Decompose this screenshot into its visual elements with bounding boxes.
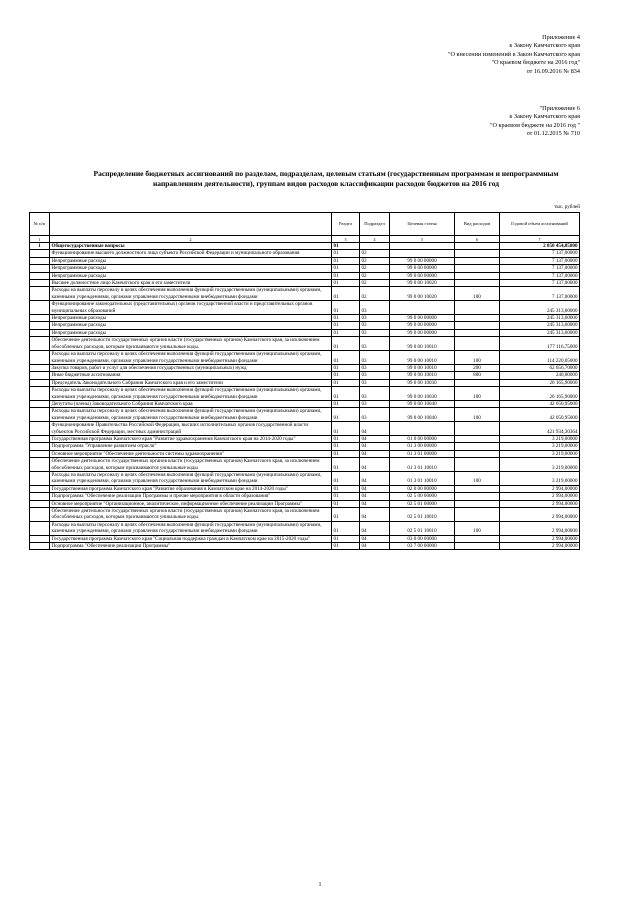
row-number-cell: [30, 280, 50, 287]
row-annual-volume-cell: 177 116,75000: [500, 337, 580, 351]
row-number-cell: [30, 322, 50, 329]
row-target-article-cell: 99 0 00 10040: [390, 400, 455, 407]
row-number-cell: [30, 315, 50, 322]
row-target-article-cell: 99 0 00 10010: [390, 351, 455, 365]
row-name-cell: Расходы на выплаты персоналу в целях обеспечения выполнения функций государственными (муниципальными) органами, казенными учреждениями, органами управления государственными внебюджетными фондами: [50, 351, 332, 365]
row-target-article-cell: [390, 301, 455, 315]
row-annual-volume-cell: 3 219,00000: [500, 458, 580, 472]
table-row: [30, 543, 580, 550]
row-expense-type-cell: 100: [455, 287, 500, 301]
row-name-cell: Общегосударственные вопросы: [50, 243, 332, 250]
row-annual-volume-cell: 7 137,00000: [500, 272, 580, 279]
row-section-cell: 01: [332, 315, 360, 322]
row-number-cell: [30, 408, 50, 422]
annex-6-line: к Закону Камчатского края: [509, 113, 580, 121]
annex-6-line: от 01.12.2015 № 710: [526, 130, 580, 138]
row-target-article-cell: [390, 243, 455, 250]
row-subsection-cell: 02: [360, 272, 390, 279]
row-name-cell: Расходы на выплаты персоналу в целях обеспечения выполнения функций государственными (муниципальными) органами, казенными учреждениями, органами управления государственными внебюджетными фондами: [50, 287, 332, 301]
row-expense-type-cell: [455, 315, 500, 322]
row-annual-volume-cell: 3 219,00000: [500, 443, 580, 450]
row-number-cell: [30, 472, 50, 486]
table-row: [30, 443, 580, 450]
row-number-cell: [30, 521, 50, 535]
annex-6-header: [490, 105, 580, 139]
table-row: [30, 422, 580, 436]
row-target-article-cell: 01 3 01 10010: [390, 458, 455, 472]
row-name-cell: Непрограммные расходы: [50, 265, 332, 272]
row-name-cell: Функционирование законодательных (представительных) органов государственной власти и представительных органов муниципальных образований: [50, 301, 332, 315]
row-annual-volume-cell: 42 050,95000: [500, 400, 580, 407]
column-header-expense-type: Вид расходов: [455, 213, 500, 236]
table-row: [30, 521, 580, 535]
column-header-number: № п/п: [30, 213, 50, 236]
column-number: 1: [30, 236, 50, 243]
row-name-cell: Депутаты (члены) Законодательного Собрания Камчатского края: [50, 400, 332, 407]
row-subsection-cell: 03: [360, 337, 390, 351]
row-subsection-cell: 03: [360, 408, 390, 422]
column-header-subsection: Подраздел: [360, 213, 390, 236]
row-number-cell: [30, 364, 50, 371]
row-number-cell: [30, 387, 50, 401]
table-body: [30, 243, 580, 550]
row-section-cell: 01: [332, 301, 360, 315]
row-name-cell: Подпрограмма "Управление развитием отрасли": [50, 443, 332, 450]
row-target-article-cell: 02 5 01 00000: [390, 500, 455, 507]
row-annual-volume-cell: 26 165,90000: [500, 379, 580, 386]
row-name-cell: Расходы на выплаты персоналу в целях обеспечения выполнения функций государственными (муниципальными) органами, казенными учреждениями, органами управления государственными внебюджетными фондами: [50, 387, 332, 401]
row-number-cell: [30, 351, 50, 365]
row-number-cell: [30, 443, 50, 450]
row-section-cell: 01: [332, 272, 360, 279]
row-name-cell: Обеспечение деятельности государственных органов власти (государственных органов) Камчатского края, за исключением обособленных расходов, которым присваиваются уникальные коды: [50, 458, 332, 472]
column-number: 3: [332, 236, 360, 243]
row-number-cell: [30, 257, 50, 264]
row-expense-type-cell: [455, 265, 500, 272]
row-target-article-cell: 01 3 01 10010: [390, 472, 455, 486]
row-annual-volume-cell: 240,00000: [500, 372, 580, 379]
row-name-cell: Иные бюджетные ассигнования: [50, 372, 332, 379]
row-number-cell: [30, 458, 50, 472]
row-expense-type-cell: [455, 329, 500, 336]
row-name-cell: Подпрограмма "Обеспечение реализации Программы и прочие мероприятия в области образования": [50, 493, 332, 500]
row-number-cell: [30, 535, 50, 542]
row-expense-type-cell: 100: [455, 472, 500, 486]
row-subsection-cell: 03: [360, 364, 390, 371]
row-expense-type-cell: [455, 243, 500, 250]
table-row: [30, 387, 580, 401]
row-subsection-cell: 03: [360, 351, 390, 365]
row-number-cell: [30, 450, 50, 457]
row-target-article-cell: 99 0 00 10020: [390, 287, 455, 301]
row-subsection-cell: 02: [360, 265, 390, 272]
row-target-article-cell: 02 5 01 10010: [390, 521, 455, 535]
row-expense-type-cell: 100: [455, 521, 500, 535]
row-annual-volume-cell: 7 137,00000: [500, 250, 580, 257]
row-target-article-cell: 99 0 00 00000: [390, 265, 455, 272]
table-row: [30, 408, 580, 422]
row-section-cell: 01: [332, 535, 360, 542]
row-expense-type-cell: [455, 379, 500, 386]
row-expense-type-cell: [455, 443, 500, 450]
annex-6-line: "О краевом бюджете на 2016 год ": [489, 121, 580, 129]
row-subsection-cell: 02: [360, 280, 390, 287]
row-number-cell: [30, 379, 50, 386]
row-subsection-cell: 03: [360, 387, 390, 401]
table-row: [30, 379, 580, 386]
row-name-cell: Расходы на выплаты персоналу в целях обеспечения выполнения функций государственными (муниципальными) органами, казенными учреждениями, органами управления государственными внебюджетными фондами: [50, 521, 332, 535]
row-name-cell: Расходы на выплаты персоналу в целях обеспечения выполнения функций государственными (муниципальными) органами, казенными учреждениями, органами управления государственными внебюджетными фондами: [50, 408, 332, 422]
row-annual-volume-cell: 2 994,00000: [500, 535, 580, 542]
row-number-cell: [30, 500, 50, 507]
table-row: [30, 535, 580, 542]
row-target-article-cell: 01 3 00 00000: [390, 443, 455, 450]
row-expense-type-cell: [455, 493, 500, 500]
row-name-cell: Непрограммные расходы: [50, 322, 332, 329]
table-row: [30, 243, 580, 250]
row-section-cell: 01: [332, 458, 360, 472]
row-name-cell: Подпрограмма "Обеспечение реализации Программы": [50, 543, 332, 550]
row-annual-volume-cell: 245 313,60000: [500, 322, 580, 329]
row-expense-type-cell: [455, 508, 500, 522]
column-number: 7: [500, 236, 580, 243]
table-row: [30, 435, 580, 442]
table-row: [30, 265, 580, 272]
row-subsection-cell: 04: [360, 472, 390, 486]
row-annual-volume-cell: 3 219,00000: [500, 472, 580, 486]
table-row: [30, 400, 580, 407]
row-target-article-cell: 02 0 00 00000: [390, 485, 455, 492]
row-expense-type-cell: [455, 500, 500, 507]
row-annual-volume-cell: 421 934,30364: [500, 422, 580, 436]
table-row: [30, 280, 580, 287]
row-name-cell: Государственная программа Камчатского края "Развитие здравоохранения Камчатского края на 2014-2020 годы": [50, 435, 332, 442]
row-subsection-cell: 03: [360, 400, 390, 407]
row-annual-volume-cell: 62 656,70000: [500, 364, 580, 371]
row-section-cell: 01: [332, 364, 360, 371]
row-annual-volume-cell: 7 137,00000: [500, 257, 580, 264]
row-number-cell: [30, 422, 50, 436]
row-name-cell: Обеспечение деятельности государственных органов власти (государственных органов) Камчатского края, за исключением обособленных расходов, которым присваиваются уникальные коды.: [50, 508, 332, 522]
table-row: [30, 250, 580, 257]
row-section-cell: 01: [332, 379, 360, 386]
row-target-article-cell: 01 3 01 00000: [390, 450, 455, 457]
row-subsection-cell: 04: [360, 493, 390, 500]
row-section-cell: 01: [332, 243, 360, 250]
row-section-cell: 01: [332, 287, 360, 301]
row-subsection-cell: 04: [360, 543, 390, 550]
row-number-cell: 1: [30, 243, 50, 250]
document-title: Распределение бюджетных ассигнований по разделам, подразделам, целевым статьям (государственным программам и непрограммным направлениям деятельности), группам видов расходов классификации расходов бюджетов на 2016 год: [93, 169, 559, 188]
row-annual-volume-cell: 7 137,00000: [500, 265, 580, 272]
row-expense-type-cell: [455, 458, 500, 472]
row-subsection-cell: 04: [360, 500, 390, 507]
row-target-article-cell: 02 5 00 00000: [390, 493, 455, 500]
row-section-cell: 01: [332, 250, 360, 257]
row-expense-type-cell: [455, 272, 500, 279]
row-section-cell: 01: [332, 422, 360, 436]
row-subsection-cell: [360, 243, 390, 250]
column-header-annual-volume: Годовой объем ассигнований: [500, 213, 580, 236]
row-annual-volume-cell: 245 313,60000: [500, 301, 580, 315]
row-section-cell: 01: [332, 408, 360, 422]
row-name-cell: Непрограммные расходы: [50, 272, 332, 279]
row-expense-type-cell: 200: [455, 364, 500, 371]
row-section-cell: 01: [332, 372, 360, 379]
row-subsection-cell: 02: [360, 287, 390, 301]
row-annual-volume-cell: 114 220,05000: [500, 351, 580, 365]
row-subsection-cell: 04: [360, 450, 390, 457]
row-annual-volume-cell: 7 137,00000: [500, 280, 580, 287]
page-number: 1: [318, 882, 322, 888]
row-subsection-cell: 04: [360, 508, 390, 522]
row-section-cell: 01: [332, 257, 360, 264]
row-expense-type-cell: 100: [455, 408, 500, 422]
row-expense-type-cell: [455, 280, 500, 287]
budget-table: [29, 212, 580, 550]
row-target-article-cell: 99 0 00 00000: [390, 329, 455, 336]
row-expense-type-cell: 800: [455, 372, 500, 379]
row-section-cell: 01: [332, 500, 360, 507]
table-row: [30, 337, 580, 351]
row-annual-volume-cell: 2 994,00000: [500, 485, 580, 492]
row-annual-volume-cell: 245 313,60000: [500, 329, 580, 336]
row-name-cell: Непрограммные расходы: [50, 315, 332, 322]
table-row: [30, 372, 580, 379]
row-section-cell: 01: [332, 322, 360, 329]
row-annual-volume-cell: 2 994,00000: [500, 543, 580, 550]
row-section-cell: 01: [332, 493, 360, 500]
column-header-target-article: Целевая статья: [390, 213, 455, 236]
column-header-section: Раздел: [332, 213, 360, 236]
table-row: [30, 329, 580, 336]
row-section-cell: 01: [332, 472, 360, 486]
table-row: [30, 351, 580, 365]
row-expense-type-cell: [455, 543, 500, 550]
row-expense-type-cell: [455, 257, 500, 264]
row-section-cell: 01: [332, 351, 360, 365]
row-number-cell: [30, 287, 50, 301]
row-number-cell: [30, 329, 50, 336]
row-target-article-cell: 99 0 00 00000: [390, 315, 455, 322]
table-row: [30, 322, 580, 329]
annex-4-line: Приложение 4: [542, 34, 580, 41]
row-number-cell: [30, 301, 50, 315]
row-subsection-cell: 04: [360, 435, 390, 442]
row-section-cell: 01: [332, 543, 360, 550]
row-subsection-cell: 03: [360, 301, 390, 315]
row-name-cell: Председатель Законодательного Собрания Камчатского края и его заместители: [50, 379, 332, 386]
row-target-article-cell: [390, 250, 455, 257]
row-subsection-cell: 03: [360, 322, 390, 329]
table-row: [30, 508, 580, 522]
row-subsection-cell: 04: [360, 443, 390, 450]
column-number: 4: [360, 236, 390, 243]
table-row: [30, 485, 580, 492]
row-section-cell: 01: [332, 337, 360, 351]
row-number-cell: [30, 485, 50, 492]
annex-6-line: "Приложение 6: [539, 105, 580, 112]
row-subsection-cell: 04: [360, 458, 390, 472]
row-subsection-cell: 03: [360, 329, 390, 336]
table-row: [30, 450, 580, 457]
row-section-cell: 01: [332, 329, 360, 336]
row-number-cell: [30, 400, 50, 407]
annex-4-line: "О внесении изменений в Закон Камчатского края: [448, 50, 580, 58]
row-target-article-cell: 99 0 00 10010: [390, 337, 455, 351]
table-row: [30, 287, 580, 301]
row-section-cell: 01: [332, 443, 360, 450]
row-target-article-cell: 03 7 00 00000: [390, 543, 455, 550]
row-name-cell: Непрограммные расходы: [50, 257, 332, 264]
row-number-cell: [30, 435, 50, 442]
row-number-cell: [30, 250, 50, 257]
units-label: тыс. рублей: [554, 204, 580, 210]
row-subsection-cell: 04: [360, 485, 390, 492]
row-expense-type-cell: [455, 435, 500, 442]
row-section-cell: 01: [332, 485, 360, 492]
row-expense-type-cell: [455, 450, 500, 457]
row-target-article-cell: 99 0 00 10010: [390, 364, 455, 371]
row-name-cell: Основное мероприятие "Организационное, аналитическое, информационное обеспечение реализации Программы": [50, 500, 332, 507]
row-target-article-cell: 99 0 00 10040: [390, 408, 455, 422]
row-name-cell: Обеспечение деятельности государственных органов власти (государственных органов) Камчатского края, за исключением обособленных расходов, которым присваиваются уникальные коды.: [50, 337, 332, 351]
row-name-cell: Государственная программа Камчатского края "Развитие образования в Камчатском крае на 2014-2020 годы": [50, 485, 332, 492]
row-expense-type-cell: [455, 422, 500, 436]
table-row: [30, 272, 580, 279]
row-annual-volume-cell: 2 050 454,85800: [500, 243, 580, 250]
row-name-cell: Государственная программа Камчатского края "Социальная поддержка граждан в Камчатском крае на 2015-2020 годы": [50, 535, 332, 542]
row-target-article-cell: 01 0 00 00000: [390, 435, 455, 442]
row-section-cell: 01: [332, 387, 360, 401]
row-annual-volume-cell: 2 994,00000: [500, 508, 580, 522]
row-target-article-cell: 99 0 00 10030: [390, 379, 455, 386]
row-expense-type-cell: [455, 250, 500, 257]
row-section-cell: 01: [332, 400, 360, 407]
row-expense-type-cell: 100: [455, 351, 500, 365]
row-target-article-cell: 99 0 00 10030: [390, 387, 455, 401]
row-expense-type-cell: [455, 322, 500, 329]
row-name-cell: Закупка товаров, работ и услуг для обеспечения государственных (муниципальных) нужд: [50, 364, 332, 371]
annex-4-line: от 16.09.2016 № 834: [526, 67, 580, 75]
table-row: [30, 315, 580, 322]
table-row: [30, 493, 580, 500]
column-header-name: [50, 213, 332, 236]
row-expense-type-cell: [455, 337, 500, 351]
row-number-cell: [30, 493, 50, 500]
row-annual-volume-cell: 2 994,00000: [500, 521, 580, 535]
annex-4-line: "О краевом бюджете на 2016 год": [491, 59, 580, 67]
row-subsection-cell: 03: [360, 379, 390, 386]
annex-4-line: к Закону Камчатского края: [509, 42, 580, 50]
row-subsection-cell: 04: [360, 521, 390, 535]
table-row: [30, 458, 580, 472]
row-subsection-cell: 02: [360, 250, 390, 257]
table-row: [30, 500, 580, 507]
row-number-cell: [30, 508, 50, 522]
column-number: 5: [390, 236, 455, 243]
row-annual-volume-cell: 42 050,95000: [500, 408, 580, 422]
row-name-cell: Высшее должностное лицо Камчатского края и его заместители: [50, 280, 332, 287]
table-row: [30, 364, 580, 371]
table-row: [30, 301, 580, 315]
row-expense-type-cell: 100: [455, 387, 500, 401]
row-annual-volume-cell: 3 219,00000: [500, 435, 580, 442]
row-number-cell: [30, 372, 50, 379]
row-subsection-cell: 02: [360, 257, 390, 264]
row-target-article-cell: [390, 422, 455, 436]
row-section-cell: 01: [332, 450, 360, 457]
row-annual-volume-cell: 7 137,00000: [500, 287, 580, 301]
column-number: 6: [455, 236, 500, 243]
row-name-cell: Функционирование Правительства Российской Федерации, высших исполнительных органов государственной власти субъектов Российской Федерации, местных администраций: [50, 422, 332, 436]
row-annual-volume-cell: 2 994,00000: [500, 500, 580, 507]
row-target-article-cell: 02 5 01 10010: [390, 508, 455, 522]
table-row: [30, 472, 580, 486]
row-name-cell: Основное мероприятие "Обеспечение деятельности системы здравоохранения": [50, 450, 332, 457]
table-row: [30, 257, 580, 264]
row-target-article-cell: 99 0 00 00000: [390, 322, 455, 329]
annex-4-header: [448, 34, 580, 76]
table-header-row: [30, 213, 580, 236]
row-number-cell: [30, 337, 50, 351]
row-section-cell: 01: [332, 265, 360, 272]
row-subsection-cell: 03: [360, 315, 390, 322]
row-number-cell: [30, 272, 50, 279]
row-section-cell: 01: [332, 435, 360, 442]
column-numbers-row: [30, 236, 580, 243]
row-annual-volume-cell: 3 219,00000: [500, 450, 580, 457]
row-expense-type-cell: [455, 485, 500, 492]
column-number: 2: [50, 236, 332, 243]
row-section-cell: 01: [332, 521, 360, 535]
row-target-article-cell: 99 0 00 10020: [390, 280, 455, 287]
row-subsection-cell: 04: [360, 535, 390, 542]
row-number-cell: [30, 543, 50, 550]
row-annual-volume-cell: 245 313,60000: [500, 315, 580, 322]
row-target-article-cell: 99 0 00 00000: [390, 272, 455, 279]
row-target-article-cell: 03 0 00 00000: [390, 535, 455, 542]
row-name-cell: Непрограммные расходы: [50, 329, 332, 336]
row-expense-type-cell: [455, 301, 500, 315]
row-annual-volume-cell: 2 994,00000: [500, 493, 580, 500]
row-section-cell: 01: [332, 280, 360, 287]
row-section-cell: 01: [332, 508, 360, 522]
row-subsection-cell: 04: [360, 422, 390, 436]
row-expense-type-cell: [455, 535, 500, 542]
row-annual-volume-cell: 26 165,90000: [500, 387, 580, 401]
row-name-cell: Функционирование высшего должностного лица субъекта Российской Федерации и муниципального образования: [50, 250, 332, 257]
row-target-article-cell: 99 0 00 00000: [390, 257, 455, 264]
row-name-cell: Расходы на выплаты персоналу в целях обеспечения выполнения функций государственными (муниципальными) органами, казенными учреждениями, органами управления государственными внебюджетными фондами: [50, 472, 332, 486]
row-expense-type-cell: [455, 400, 500, 407]
row-subsection-cell: 03: [360, 372, 390, 379]
row-target-article-cell: 99 0 00 10010: [390, 372, 455, 379]
row-number-cell: [30, 265, 50, 272]
